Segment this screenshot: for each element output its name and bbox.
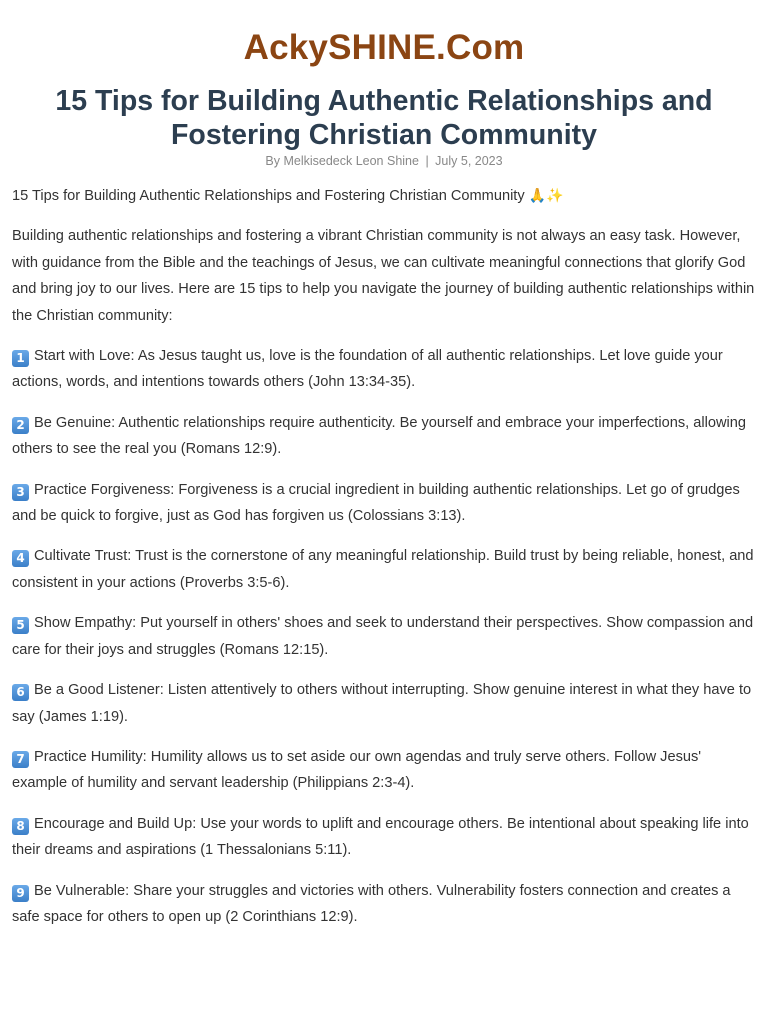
publish-date: July 5, 2023: [435, 154, 503, 168]
tip-item: [12, 410, 756, 463]
tip-item: [12, 610, 756, 663]
site-title[interactable]: AckySHINE.Com: [243, 28, 525, 67]
tip-text: Be a Good Listener: Listen attentively to others without interrupting. Show genuine interest in what they have to say (James 1:19).: [12, 682, 752, 725]
tip-text: Be Vulnerable: Share your struggles and victories with others. Vulnerability fosters connection and creates a safe space for others to open up (2 Corinthians 12:9).: [12, 882, 731, 925]
author-name: By Melkisedeck Leon Shine: [265, 154, 419, 168]
folded-hands-sparkles-icon: 🙏✨: [528, 188, 564, 204]
number-keycap-icon: 1: [12, 350, 29, 367]
tip-item: [12, 811, 756, 864]
number-keycap-icon: 9: [12, 885, 29, 902]
article-title: 15 Tips for Building Authentic Relationships and Fostering Christian Community: [55, 85, 713, 151]
tip-item: [12, 677, 756, 730]
tip-item: [12, 477, 756, 530]
tip-item: [12, 543, 756, 596]
number-keycap-icon: 6: [12, 684, 29, 701]
tip-text: Start with Love: As Jesus taught us, love is the foundation of all authentic relationships. Let love guide your actions, words, and intentions towards others (John 13:34-35).: [12, 348, 723, 391]
tip-text: Practice Forgiveness: Forgiveness is a crucial ingredient in building authentic relationships. Let go of grudges and be quick to forgive, just as God has forgiven us (Colossians 3:13).: [12, 481, 740, 525]
tip-text: Practice Humility: Humility allows us to set aside our own agendas and truly serve others. Follow Jesus' example of humility and servant leadership (Philippians 2:3-4).: [12, 748, 702, 792]
byline: [12, 153, 756, 169]
number-keycap-icon: 8: [12, 818, 29, 835]
number-keycap-icon: 7: [12, 751, 29, 768]
tip-text: Show Empathy: Put yourself in others' shoes and seek to understand their perspectives. Show compassion and care for their joys and struggles (Romans 12:15).: [12, 615, 754, 658]
number-keycap-icon: 4: [12, 550, 29, 567]
article-body: [12, 183, 756, 930]
byline-separator: |: [425, 154, 429, 168]
tip-item: [12, 744, 756, 797]
lead-text: 15 Tips for Building Authentic Relationships and Fostering Christian Community: [12, 188, 525, 204]
number-keycap-icon: 3: [12, 484, 29, 501]
tips-list: [12, 343, 756, 930]
tip-text: Cultivate Trust: Trust is the cornerstone of any meaningful relationship. Build trust by being reliable, honest, and consistent in your actions (Proverbs 3:5-6).: [12, 548, 754, 591]
tip-text: Encourage and Build Up: Use your words to uplift and encourage others. Be intentional about speaking life into their dreams and aspirations (1 Thessalonians 5:11).: [12, 815, 749, 859]
tip-text: Be Genuine: Authentic relationships require authenticity. Be yourself and embrace your imperfections, allowing others to see the real you (Romans 12:9).: [12, 414, 746, 458]
lead-paragraph: [12, 183, 756, 209]
tip-item: [12, 878, 756, 931]
tip-item: [12, 343, 756, 396]
intro-paragraph: Building authentic relationships and fostering a vibrant Christian community is not always an easy task. However, with guidance from the Bible and the teachings of Jesus, we can cultivate meaningful connections that glorify God and bring joy to our lives. Here are 15 tips to help you navigate the journey of building authentic relationships within the Christian community:: [12, 228, 755, 324]
number-keycap-icon: 2: [12, 417, 29, 434]
number-keycap-icon: 5: [12, 617, 29, 634]
